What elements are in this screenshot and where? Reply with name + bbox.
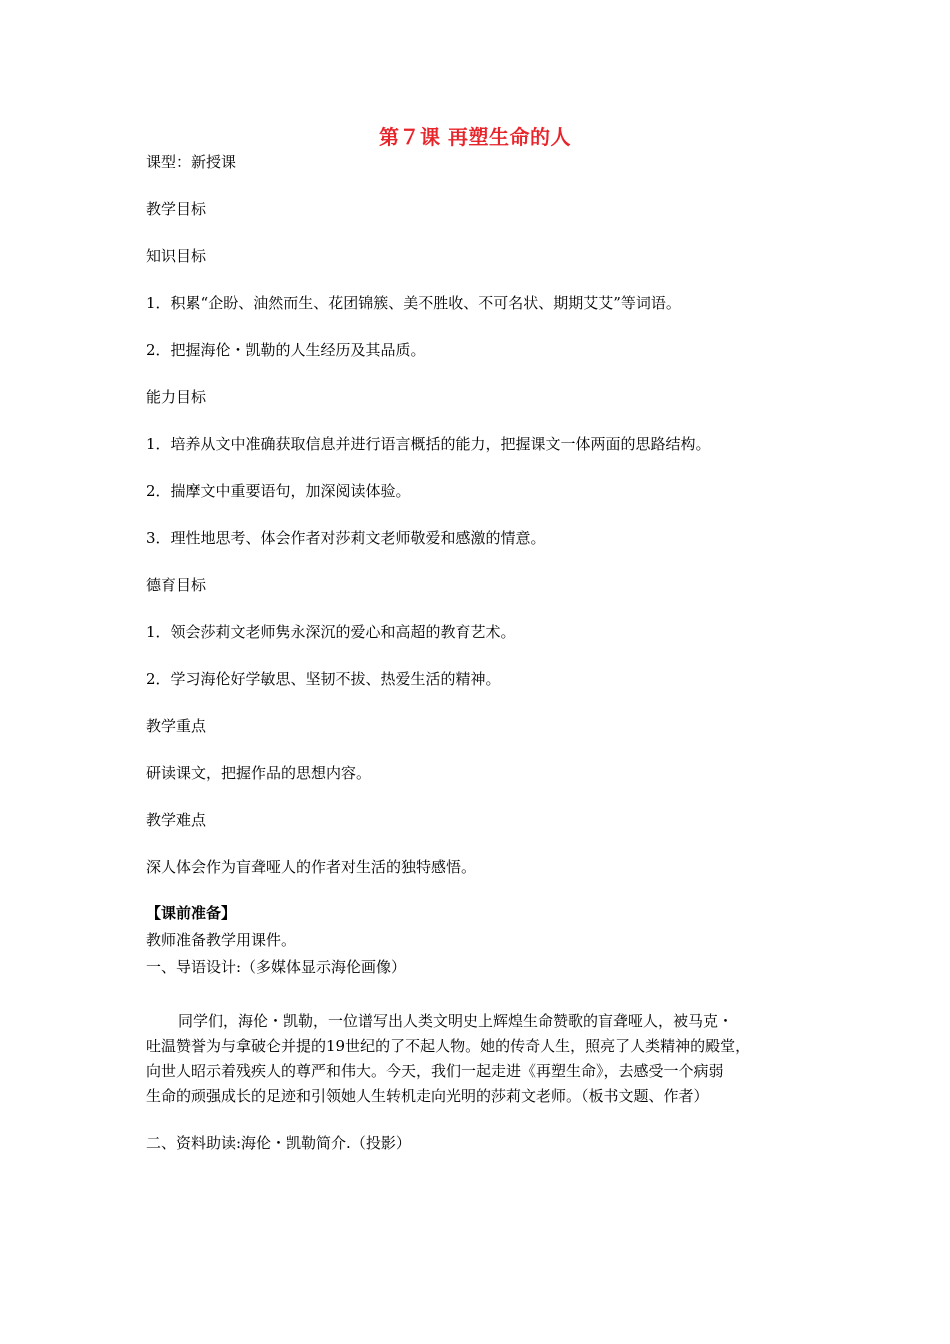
ability-goal-1: 1．培养从文中准确获取信息并进行语言概括的能力，把握课文一体两面的思路结构。: [146, 435, 711, 453]
section-heading-difficulties: 教学难点: [146, 811, 207, 829]
subheading-ability-goals: 能力目标: [146, 388, 207, 406]
subheading-moral-goals: 德育目标: [146, 576, 207, 594]
knowledge-goal-1: 1．积累“企盼、油然而生、花团锦簇、美不胜收、不可名状、期期艾艾”等词语。: [146, 294, 681, 312]
knowledge-goal-2: 2．把握海伦・凯勒的人生经历及其品质。: [146, 341, 426, 359]
moral-goal-1: 1．领会莎莉文老师隽永深沉的爱心和高超的教育艺术。: [146, 623, 516, 641]
subheading-knowledge-goals: 知识目标: [146, 247, 207, 265]
preparation-text: 教师准备教学用课件。: [146, 931, 297, 949]
intro-paragraph-line-1: 同学们，海伦・凯勒，一位谱写出人类文明史上辉煌生命赞歌的盲聋哑人，被马克・: [178, 1012, 734, 1030]
section-heading-key-points: 教学重点: [146, 717, 207, 735]
lesson-title: 第７课 再塑生命的人: [379, 125, 571, 149]
reading-aid-heading: 二、资料助读:海伦・凯勒简介.（投影）: [146, 1134, 411, 1152]
section-heading-teaching-goals: 教学目标: [146, 200, 207, 218]
intro-paragraph-line-3: 向世人昭示着残疾人的尊严和伟大。今天，我们一起走进《再塑生命》，去感受一个病弱: [146, 1062, 724, 1080]
key-points-text: 研读课文，把握作品的思想内容。: [146, 764, 372, 782]
ability-goal-2: 2．揣摩文中重要语句，加深阅读体验。: [146, 482, 411, 500]
difficulties-text: 深人体会作为盲聋哑人的作者对生活的独特感悟。: [146, 858, 477, 876]
intro-paragraph-line-4: 生命的顽强成长的足迹和引领她人生转机走向光明的莎莉文老师。（板书文题、作者）: [146, 1087, 709, 1105]
section-heading-preparation: 【课前准备】: [146, 904, 237, 922]
intro-design-heading: 一、导语设计:（多媒体显示海伦画像）: [146, 958, 407, 976]
lesson-type: 课型：新授课: [146, 153, 237, 171]
intro-paragraph-line-2: 吐温赞誉为与拿破仑并提的19世纪的了不起人物。她的传奇人生，照亮了人类精神的殿堂，: [146, 1037, 751, 1055]
ability-goal-3: 3．理性地思考、体会作者对莎莉文老师敬爱和感激的情意。: [146, 529, 546, 547]
moral-goal-2: 2．学习海伦好学敏思、坚韧不拔、热爱生活的精神。: [146, 670, 501, 688]
